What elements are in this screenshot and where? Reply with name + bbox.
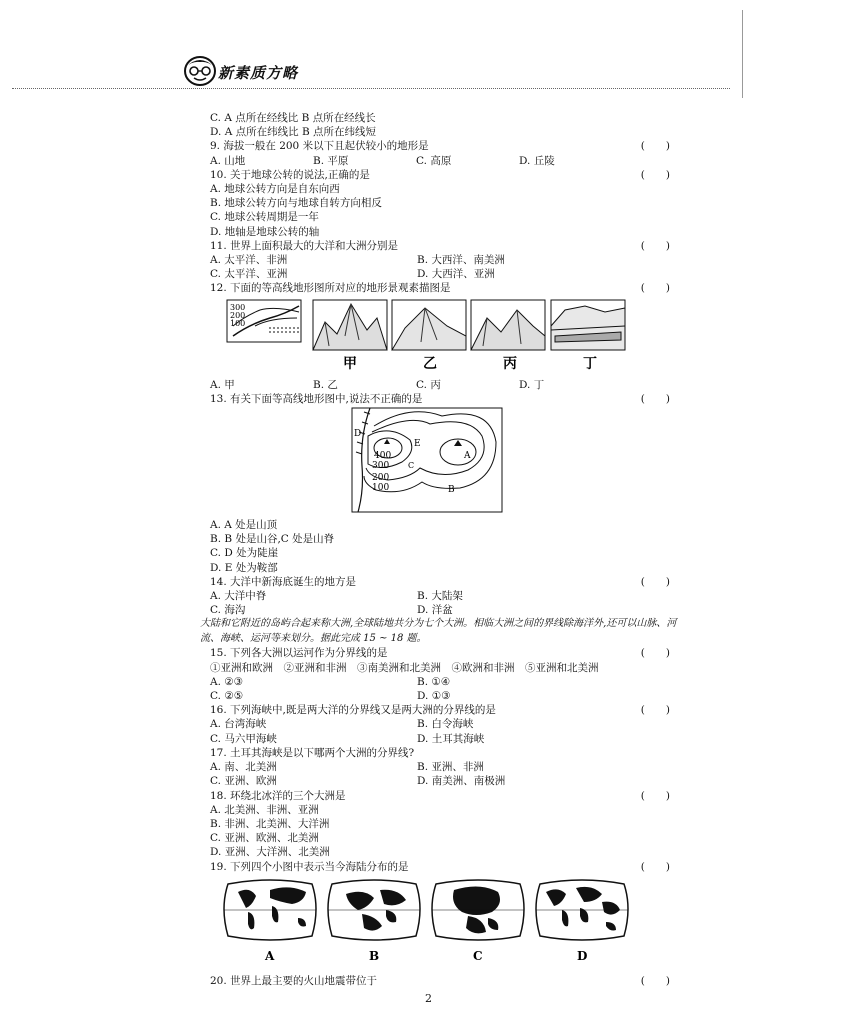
options-row — [210, 689, 680, 703]
option-line: A. 地球公转方向是自东向西 — [210, 183, 340, 196]
option: B. ①④ — [417, 675, 451, 688]
answer-paren: ( ) — [640, 647, 670, 660]
option: C. 马六甲海峡 — [210, 732, 277, 745]
map-label: A — [265, 948, 275, 963]
contour-map-13 — [350, 406, 510, 516]
sketch-yi — [392, 300, 466, 350]
option-line: C. 地球公转周期是一年 — [210, 211, 319, 224]
contour-label: 200 — [230, 310, 246, 320]
sketch-jia — [313, 300, 387, 350]
reading-passage: 大陆和它附近的岛屿合起来称大洲,全球陆地共分为七个大洲。相临大洲之间的界线除海洋外,还可以山脉、河流、海峡、运河等来划分。据此完成 15 ~ 18 题。 — [200, 618, 677, 644]
question-text: 9. 海拔一般在 200 米以下且起伏较小的地形是 — [210, 140, 429, 153]
sketch-bing — [471, 300, 545, 350]
logo-text: 新素质方略 — [218, 64, 299, 82]
option: A. 甲 — [210, 378, 235, 391]
map-label: D — [577, 948, 588, 963]
option: D. 丘陵 — [519, 154, 555, 167]
option: A. 大洋中脊 — [210, 590, 267, 603]
option: C. 亚洲、欧洲 — [210, 775, 277, 788]
question-text: 14. 大洋中新海底诞生的地方是 — [210, 575, 357, 588]
option: A. 南、北美洲 — [210, 761, 277, 774]
point-label: B — [448, 485, 455, 496]
option: B. 平原 — [313, 154, 349, 167]
options-row — [210, 760, 680, 774]
answer-paren: ( ) — [640, 239, 670, 252]
option: C. 丙 — [416, 378, 441, 391]
option: A. 台湾海峡 — [210, 718, 267, 731]
question-content — [200, 111, 680, 988]
page-frame-line — [742, 10, 743, 98]
option-line: D. E 处为鞍部 — [210, 561, 278, 574]
question-20 — [210, 974, 680, 988]
answer-paren: ( ) — [640, 392, 670, 405]
answer-paren: ( ) — [640, 575, 670, 588]
question-11 — [210, 239, 680, 253]
answer-paren: ( ) — [640, 704, 670, 717]
answer-paren: ( ) — [640, 282, 670, 295]
sketch-label: 丁 — [583, 355, 597, 372]
contour-label: 100 — [372, 483, 390, 494]
sketch-label: 甲 — [343, 355, 357, 372]
contour-label: 400 — [374, 451, 392, 462]
option: A. 山地 — [210, 154, 246, 167]
option: A. ②③ — [210, 675, 244, 688]
figure-12 — [210, 296, 680, 378]
sketch-label: 丙 — [503, 355, 517, 372]
sketch-label: 乙 — [423, 355, 437, 372]
option: D. ①③ — [417, 690, 451, 703]
option: C. 海沟 — [210, 604, 246, 617]
options-row — [210, 774, 680, 788]
answer-paren: ( ) — [640, 974, 670, 987]
options-row — [210, 603, 680, 617]
answer-paren: ( ) — [640, 140, 670, 153]
question-text: 13. 有关下面等高线地形图中,说法不正确的是 — [210, 392, 423, 405]
options-row — [210, 717, 680, 731]
question-9 — [210, 139, 680, 153]
world-map-b — [328, 880, 420, 940]
options-row — [210, 154, 680, 168]
option-line: B. 地球公转方向与地球自转方向相反 — [210, 197, 382, 210]
page-number: 2 — [425, 992, 432, 1005]
question-19 — [210, 860, 680, 874]
option: D. 南美洲、南极洲 — [417, 775, 506, 788]
option-line: C. 亚洲、欧洲、北美洲 — [210, 832, 319, 845]
answer-paren: ( ) — [640, 789, 670, 802]
option-line: ①亚洲和欧洲 ②亚洲和非洲 ③南美洲和北美洲 ④欧洲和非洲 ⑤亚洲和北美洲 — [210, 661, 599, 674]
question-15 — [210, 646, 680, 660]
question-17 — [210, 746, 680, 760]
question-text: 17. 土耳其海峡是以下哪两个大洲的分界线? — [210, 746, 415, 759]
option-line: B. 非洲、北美洲、大洋洲 — [210, 817, 330, 830]
option: A. 太平洋、非洲 — [210, 254, 288, 267]
contour-label: 100 — [230, 318, 246, 328]
point-label: A — [464, 451, 471, 462]
option: C. 高原 — [416, 154, 452, 167]
options-row — [210, 378, 680, 392]
option-line: C. D 处为陡崖 — [210, 547, 279, 560]
point-label: D — [354, 429, 362, 440]
world-map-c — [432, 880, 524, 940]
world-map-d — [536, 880, 628, 940]
options-row — [210, 675, 680, 689]
option: D. 大西洋、亚洲 — [417, 268, 495, 281]
question-18 — [210, 789, 680, 803]
contour-label: 300 — [230, 302, 246, 312]
question-text: 16. 下列海峡中,既是两大洋的分界线又是两大洲的分界线的是 — [210, 704, 496, 717]
point-label: E — [414, 439, 421, 450]
contour-label: 300 — [372, 461, 390, 472]
question-text: 18. 环绕北冰洋的三个大洲是 — [210, 789, 346, 802]
question-text: 19. 下列四个小图中表示当今海陆分布的是 — [210, 860, 409, 873]
map-label: C — [473, 948, 483, 963]
options-row — [210, 732, 680, 746]
option: B. 大陆架 — [417, 590, 463, 603]
option: C. ②⑤ — [210, 690, 244, 703]
option: B. 乙 — [313, 378, 338, 391]
option-line: D. 亚洲、大洋洲、北美洲 — [210, 846, 330, 859]
option-line: A. A 处是山顶 — [210, 519, 278, 532]
option-line: D. A 点所在纬线比 B 点所在纬线短 — [210, 126, 377, 139]
answer-paren: ( ) — [640, 860, 670, 873]
question-13 — [210, 392, 680, 406]
figure-19 — [210, 874, 680, 974]
option-line: B. B 处是山谷,C 处是山脊 — [210, 533, 335, 546]
point-label: C — [408, 461, 415, 471]
map-label: B — [369, 948, 380, 963]
question-text: 15. 下列各大洲以运河作为分界线的是 — [210, 647, 388, 660]
figure-13 — [210, 406, 680, 518]
sketch-ding — [551, 300, 625, 350]
option-line: A. 北美洲、非洲、亚洲 — [210, 803, 319, 816]
option: B. 白令海峡 — [417, 718, 474, 731]
option: D. 土耳其海峡 — [417, 732, 485, 745]
header-divider — [12, 88, 730, 89]
contour-map-12 — [227, 300, 301, 342]
question-16 — [210, 703, 680, 717]
question-text: 20. 世界上最主要的火山地震带位于 — [210, 974, 378, 987]
option: C. 太平洋、亚洲 — [210, 268, 288, 281]
option-line: C. A 点所在经线比 B 点所在经线长 — [210, 112, 376, 124]
options-row — [210, 589, 680, 603]
question-14 — [210, 575, 680, 589]
options-row — [210, 267, 680, 281]
option: B. 大西洋、南美洲 — [417, 254, 505, 267]
contour-label: 200 — [372, 473, 390, 484]
option: D. 洋盆 — [417, 604, 453, 617]
landscape-sketches — [225, 296, 645, 376]
question-text: 11. 世界上面积最大的大洋和大洲分别是 — [210, 239, 399, 252]
option: D. 丁 — [519, 378, 545, 391]
question-12 — [210, 281, 680, 295]
question-text: 12. 下面的等高线地形图所对应的地形景观素描图是 — [210, 282, 451, 295]
world-map-a — [224, 880, 316, 940]
options-row — [210, 253, 680, 267]
continent-maps — [220, 878, 640, 976]
question-10 — [210, 168, 680, 182]
option: B. 亚洲、非洲 — [417, 761, 484, 774]
option-line: D. 地轴是地球公转的轴 — [210, 225, 320, 238]
question-text: 10. 关于地球公转的说法,正确的是 — [210, 168, 370, 181]
answer-paren: ( ) — [640, 168, 670, 181]
